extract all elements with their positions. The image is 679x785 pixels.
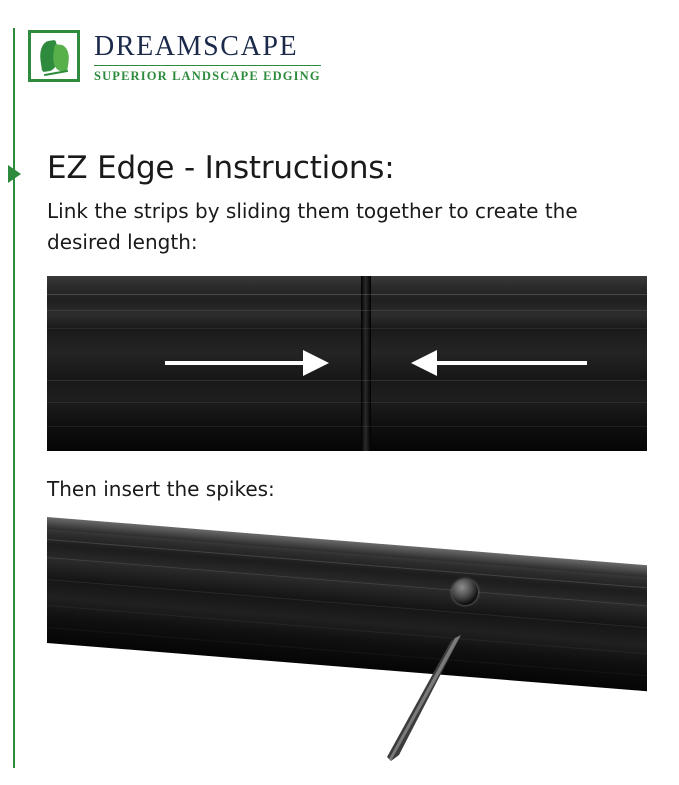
page-title: EZ Edge - Instructions: bbox=[47, 150, 395, 186]
arrow-right-icon bbox=[165, 361, 305, 365]
strip-ridge bbox=[47, 294, 647, 295]
two-edging-strips-photo bbox=[47, 276, 647, 451]
instructions-content bbox=[47, 150, 647, 779]
step-two-text: Then insert the spikes: bbox=[47, 477, 275, 501]
strip-ridge bbox=[47, 426, 647, 427]
arrow-left-icon bbox=[437, 361, 587, 365]
arrow-right-icon bbox=[303, 350, 329, 376]
strip-ridge bbox=[47, 605, 647, 654]
strip-ridge bbox=[47, 310, 647, 311]
strip-ridge bbox=[47, 328, 647, 329]
brand-header bbox=[28, 30, 321, 84]
leaf-in-square-icon bbox=[28, 30, 80, 82]
vertical-green-rule bbox=[13, 28, 15, 768]
brand-tagline: SUPERIOR LANDSCAPE EDGING bbox=[94, 65, 321, 84]
brand-text-block bbox=[94, 30, 321, 84]
spike-hole-icon bbox=[452, 579, 478, 605]
strip-ridge bbox=[47, 579, 647, 628]
edging-with-spike-photo bbox=[47, 517, 647, 779]
strip-ridge bbox=[47, 627, 647, 676]
brand-name: DREAMSCAPE bbox=[94, 31, 299, 62]
metal-spike-icon bbox=[369, 635, 463, 763]
strip-seam bbox=[361, 276, 371, 451]
strip-ridge bbox=[47, 402, 647, 403]
green-triangle-bullet-icon bbox=[8, 165, 21, 183]
strip-ridge bbox=[47, 380, 647, 381]
step-one-text: Link the strips by sliding them together to create the desired length: bbox=[47, 199, 578, 254]
arrow-left-icon bbox=[411, 350, 437, 376]
